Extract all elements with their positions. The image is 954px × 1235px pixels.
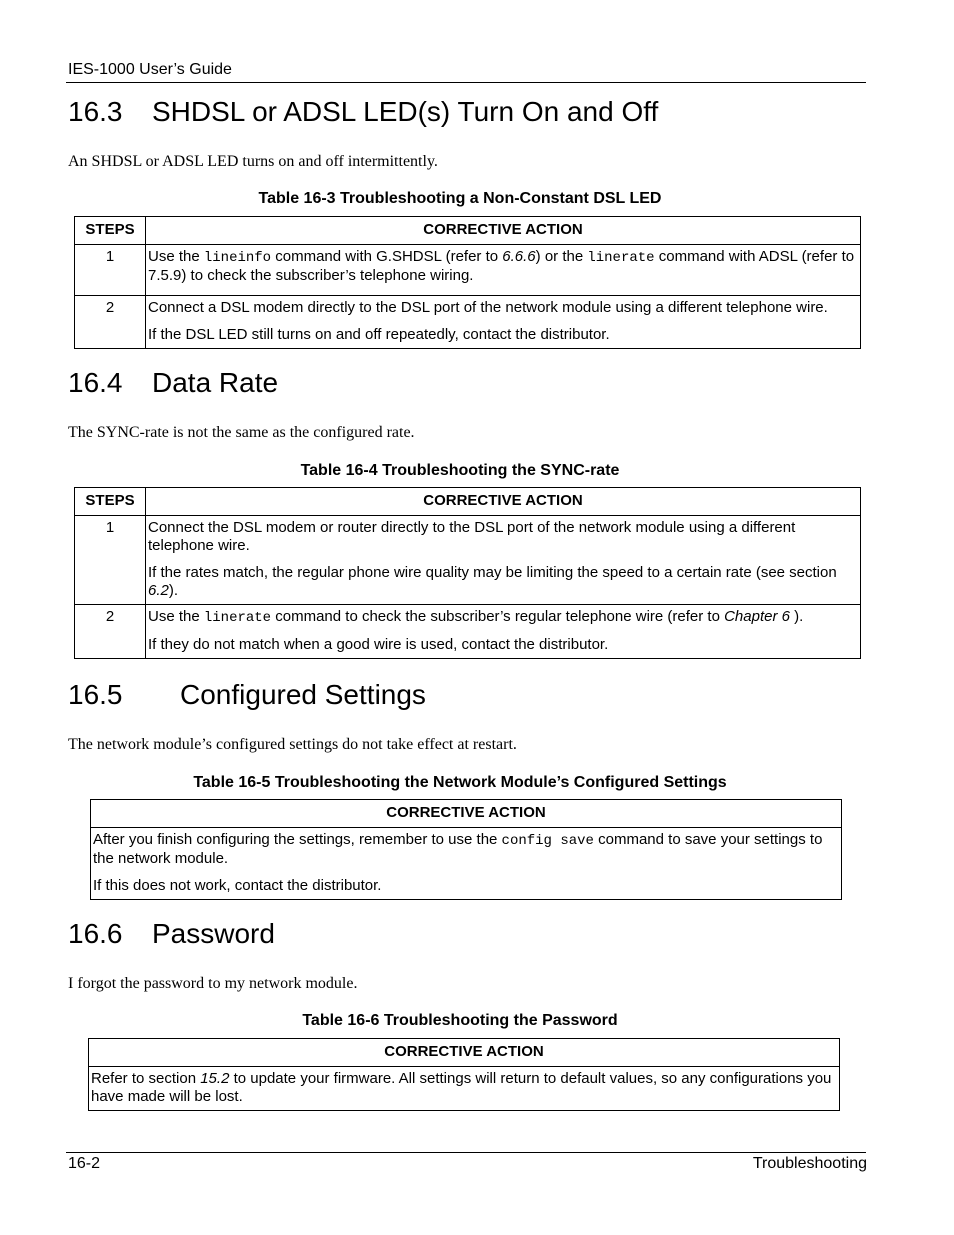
corrective-action — [89, 1067, 840, 1111]
action-text: If this does not work, contact the distributor. — [93, 877, 382, 894]
corrective-action — [146, 605, 861, 659]
action-text — [148, 248, 858, 285]
section-reference: 15.2 — [200, 1070, 230, 1087]
section-title: Password — [152, 918, 275, 949]
step-number: 1 — [75, 245, 146, 296]
section-title: Data Rate — [152, 367, 279, 398]
text-run: ). — [168, 582, 179, 599]
troubleshooting-table-16-5 — [90, 799, 842, 900]
table-row — [91, 828, 842, 900]
text-run: ) or the — [535, 248, 588, 265]
section-heading-16-4 — [68, 367, 278, 399]
table-row — [75, 605, 861, 659]
page-number: 16-2 — [68, 1155, 101, 1172]
command-name: linerate — [203, 610, 272, 626]
table-row — [89, 1067, 840, 1111]
table-row — [75, 516, 861, 605]
troubleshooting-table-16-6 — [88, 1038, 840, 1111]
table-caption: Table 16-4 Troubleshooting the SYNC-rate — [300, 462, 620, 479]
section-title: SHDSL or ADSL LED(s) Turn On and Off — [152, 96, 659, 127]
table-header-row — [89, 1039, 840, 1067]
text-run: command with ADSL (refer to 7.5.9) to check the subscriber’s telephone wiring. — [148, 248, 855, 284]
text-run: Use the — [148, 248, 204, 265]
troubleshooting-table-16-4 — [74, 487, 861, 659]
text-run: ). — [789, 608, 804, 625]
section-intro: The SYNC-rate is not the same as the configured rate. — [68, 424, 415, 441]
section-heading-16-3 — [68, 96, 658, 128]
section-number: 16.3 — [68, 96, 123, 127]
text-run: Use the — [148, 608, 204, 625]
action-text — [148, 608, 858, 627]
section-number: 16.5 — [68, 679, 123, 710]
action-text: If they do not match when a good wire is used, contact the distributor. — [148, 636, 609, 653]
corrective-action — [91, 828, 842, 900]
section-number: 16.4 — [68, 367, 123, 398]
command-name: lineinfo — [203, 250, 272, 266]
section-number: 16.6 — [68, 918, 123, 949]
section-reference: 6.6.6 — [502, 248, 536, 265]
running-header: IES-1000 User’s Guide — [68, 61, 232, 78]
column-header-action: CORRECTIVE ACTION — [146, 217, 861, 245]
column-header-steps: STEPS — [75, 217, 146, 245]
action-text — [91, 1070, 837, 1106]
section-intro: I forgot the password to my network module. — [68, 975, 358, 992]
text-run: command to check the subscriber’s regular telephone wire (refer to — [271, 608, 725, 625]
command-name: linerate — [587, 250, 655, 266]
step-number: 2 — [75, 296, 146, 349]
text-run: command to save your settings to the network module. — [93, 831, 823, 867]
corrective-action — [146, 296, 861, 349]
step-number: 2 — [75, 605, 146, 659]
table-row — [75, 296, 861, 349]
table-caption: Table 16-3 Troubleshooting a Non-Constant DSL LED — [258, 190, 662, 207]
table-header-row — [75, 488, 861, 516]
action-text: Connect a DSL modem directly to the DSL port of the network module using a different telephone wire. — [148, 299, 828, 316]
section-intro: The network module’s configured settings do not take effect at restart. — [68, 736, 517, 753]
table-header-row — [91, 800, 842, 828]
chapter-reference: Chapter 6 — [724, 608, 790, 625]
section-heading-16-5 — [68, 679, 426, 711]
step-number: 1 — [75, 516, 146, 605]
text-run: After you finish configuring the settings, remember to use the — [93, 831, 502, 848]
table-caption: Table 16-5 Troubleshooting the Network Module’s Configured Settings — [193, 774, 727, 791]
section-intro: An SHDSL or ADSL LED turns on and off intermittently. — [68, 153, 438, 170]
table-row — [75, 245, 861, 296]
command-name: config save — [501, 833, 594, 849]
section-reference: 6.2 — [148, 582, 169, 599]
corrective-action — [146, 245, 861, 296]
column-header-action: CORRECTIVE ACTION — [91, 800, 842, 828]
column-header-action: CORRECTIVE ACTION — [146, 488, 861, 516]
column-header-steps: STEPS — [75, 488, 146, 516]
column-header-action: CORRECTIVE ACTION — [89, 1039, 840, 1067]
action-text: Connect the DSL modem or router directly to the DSL port of the network module using a different telephone wire. — [148, 519, 796, 554]
action-text — [93, 831, 839, 868]
text-run: Refer to section — [91, 1070, 201, 1087]
troubleshooting-table-16-3 — [74, 216, 861, 349]
corrective-action — [146, 516, 861, 605]
chapter-name: Troubleshooting — [752, 1155, 867, 1172]
table-caption: Table 16-6 Troubleshooting the Password — [302, 1012, 618, 1029]
action-text — [148, 564, 858, 600]
table-header-row — [75, 217, 861, 245]
text-run: If the rates match, the regular phone wire quality may be limiting the speed to a certain rate (see section — [148, 564, 837, 581]
action-text: If the DSL LED still turns on and off repeatedly, contact the distributor. — [148, 326, 610, 343]
text-run: to update your firmware. All settings will return to default values, so any configurations you have made will be lost. — [91, 1070, 832, 1105]
footer-rule — [66, 1152, 866, 1153]
section-heading-16-6 — [68, 918, 275, 950]
section-title: Configured Settings — [180, 679, 426, 710]
header-rule — [66, 82, 866, 83]
text-run: command with G.SHDSL (refer to — [271, 248, 503, 265]
